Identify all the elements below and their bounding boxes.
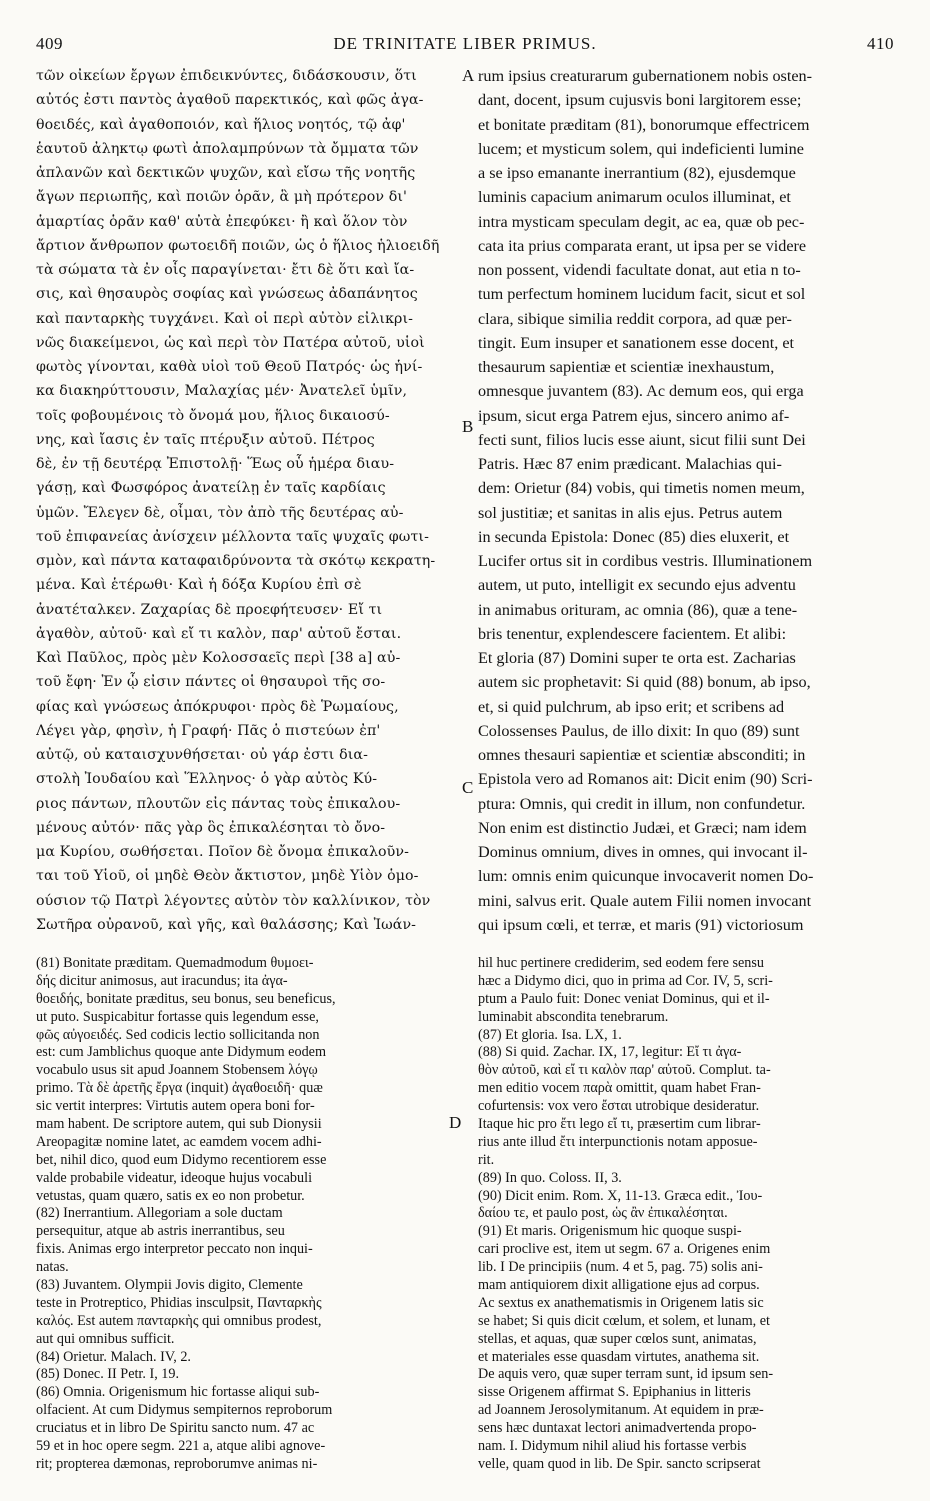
footnote-line: (88) Si quid. Zachar. IX, 17, legitur: Εἴ τι ἀγα- [478, 1044, 742, 1061]
greek-text-line: τοῦ ἔφη· Ἐν ᾧ εἰσιν πάντες οἱ θησαυροὶ τῆς σο- [36, 674, 386, 691]
footnote-line: ut puto. Suspicabitur fortasse quis legendum esse, [36, 1008, 319, 1025]
greek-text-line: φίας καὶ γνώσεως ἀπόκρυφοι· πρὸς δὲ Ῥωμαίους, [36, 698, 399, 715]
greek-text-line: στολὴ Ἰουδαίου καὶ Ἕλληνος· ὁ γὰρ αὐτὸς Κύ- [36, 771, 378, 788]
greek-text-line: ἑαυτοῦ ἀληκτῳ φωτὶ ἀπολαμπρύνων τὰ ὄμματα τῶν [36, 140, 419, 157]
latin-text-line: mini, salvus erit. Quale autem Filii nomen invocant [478, 891, 812, 910]
section-marker-a: A [462, 66, 475, 85]
greek-text-line: τῶν οἰκείων ἔργων ἐπιδεικνύντες, διδάσκουσιν, ὅτι [36, 68, 417, 84]
latin-text-line: et bonitate præditam (81), bonorumque effectricem [478, 115, 810, 134]
latin-text-line: dant, docent, ipsum cujusvis boni largitorem esse; [478, 91, 802, 110]
greek-text-line: ἄγων περιωπῆς, καὶ ποιῶν ὁρᾶν, ἃ μὴ πρότερον δι' [36, 189, 408, 206]
latin-text-line: sol justitiæ; et sanitas in alis ejus. Petrus autem [478, 503, 783, 522]
greek-text-line: ριος πάντων, πλουτῶν εἰς πάντας τοὺς ἐπικαλου- [36, 795, 401, 812]
footnote-line: natas. [36, 1259, 69, 1276]
page-number-left: 409 [36, 34, 63, 53]
footnote-line: velle, quam quod in lib. De Spir. sancto scripserat [478, 1455, 761, 1472]
latin-text-line: Non enim est distinctio Judæi, et Græci; nam idem [478, 818, 807, 837]
latin-text-line: ptura: Omnis, qui credit in illum, non confundetur. [478, 794, 806, 813]
footnote-line: 59 et in hoc opere segm. 221 a, atque alibi agnove- [36, 1438, 326, 1455]
footnote-line: (83) Juvantem. Olympii Jovis digito, Clemente [36, 1277, 303, 1294]
latin-text-line: in secunda Epistola: Donec (85) dies eluxerit, et [478, 527, 790, 546]
latin-text-line: Patris. Hæc 87 enim prædicant. Malachias qui- [478, 455, 782, 473]
footnote-line: teste in Protreptico, Phidias insculpsit, Πανταρκὴς [36, 1294, 322, 1311]
footnote-line: valde probabile videatur, ideoque hujus vocabuli [36, 1169, 313, 1186]
latin-text-line: in animabus orituram, ac omnia (86), quæ a tene- [478, 600, 798, 619]
footnote-line: bet, nihil dico, quod eum Didymo recentiorem esse [36, 1151, 327, 1168]
footnote-line: (81) Bonitate præditam. Quemadmodum θυμοει- [36, 955, 314, 971]
latin-text-line: thesaurum sapientiæ et scientiæ inexhaustum, [478, 358, 775, 376]
footnote-line: cofurtensis: vox vero ἔσται utrobique desideratur. [478, 1098, 760, 1115]
footnote-line: δής dicitur animosus, aut iracundus; ita ἀγα- [36, 972, 288, 989]
greek-text-line: φωτὸς γίνονται, καθὰ υἱοὶ τοῦ Θεοῦ Πατρός· ὡς ἡνί- [36, 359, 423, 375]
section-marker-b: B [462, 417, 474, 436]
page-number-right: 410 [867, 34, 894, 53]
latin-text-line: clara, sibique similia reddit corpora, ad quæ per- [478, 309, 792, 328]
greek-text-line: ἀπλανῶν καὶ δεκτικῶν ψυχῶν, καὶ εἴσω τῆς νοητῆς [36, 165, 416, 181]
footnote-line: ad Joannem Jerosolymitanum. At equidem in præ- [478, 1402, 764, 1419]
footnote-line: (85) Donec. II Petr. I, 19. [36, 1366, 180, 1383]
greek-text-line: Καὶ Παῦλος, πρὸς μὲν Κολοσσαεῖς περὶ [38 a] αὐ- [36, 650, 401, 666]
footnote-line: sens hæc duntaxat lectori animadvertenda propo- [478, 1420, 757, 1437]
latin-text-line: Colossenses Paulus, de illo dixit: In quo (89) sunt [478, 721, 800, 740]
greek-text-line: δὲ, ἐν τῇ δευτέρᾳ Ἐπιστολῇ· Ἕως οὗ ἡμέρα διαυ- [36, 456, 395, 472]
footnote-line: olfacient. At cum Didymus sempiternos reproborum [36, 1402, 333, 1419]
footnote-line: (86) Omnia. Origenismum hic fortasse aliqui sub- [36, 1384, 320, 1401]
footnote-line: et materiales esse quasdam virtutes, anathema sit. [478, 1348, 760, 1365]
footnote-line: rit; propterea dæmonas, reproborumve animas ni- [36, 1455, 318, 1472]
footnote-line: stellas, et aquas, quæ super cœlos sunt, animatas, [478, 1330, 757, 1347]
latin-text-column [478, 64, 902, 944]
footnote-line: lib. I De principiis (num. 4 et 5, pag. 75) solis ani- [478, 1259, 763, 1276]
section-marker-c: C [462, 778, 474, 797]
footnote-line: (91) Et maris. Origenismum hic quoque suspi- [478, 1223, 742, 1240]
latin-text-line: rum ipsius creaturarum gubernationem nobis osten- [478, 67, 813, 85]
footnote-line: sisse Origenem affirmat S. Epiphanius in litteris [478, 1384, 751, 1401]
footnote-line: mam antiquiorem dixit alligatione ejus ad corpus. [478, 1277, 760, 1294]
latin-text-line: autem, ut puto, intelligit ex secundo ejus adventu [478, 576, 796, 595]
footnote-line: sic vertit interpres: Virtutis autem opera boni for- [36, 1098, 315, 1115]
greek-text-line: γάσῃ, καὶ Φωσφόρος ἀνατείλῃ ἐν ταῖς καρδίαις [36, 480, 386, 497]
footnote-line: aut qui omnibus sufficit. [36, 1330, 175, 1347]
latin-text-line: et, si quid pulchrum, ab ipso erit; et scribens ad [478, 697, 785, 716]
greek-text-line: ἄρτιον ἄνθρωπον φωτοειδῆ ποιῶν, ὡς ὁ ἥλιος ἡλιοειδῆ [36, 237, 440, 254]
greek-text-line: ούσιον τῷ Πατρὶ λέγοντες αὐτὸν τὸν καλλίνικον, τὸν [36, 892, 431, 909]
footnote-line: Ac sextus ex anathematismis in Origenem latis sic [478, 1294, 764, 1311]
greek-text-line: καὶ πανταρκὴς τυγχάνει. Καὶ οἱ περὶ αὐτὸν εἰλικρι- [36, 310, 414, 327]
latin-text-line: autem sic prophetavit: Si quid (88) bonum, ab ipso, [478, 673, 811, 692]
footnotes-left-column [36, 955, 452, 1491]
footnote-line: rius ante illud ἔτι interpunctionis notam apposue- [478, 1133, 758, 1150]
greek-text-line: σμὸν, καὶ πάντα καταφαιδρύνοντα τὰ σκότῳ κεκρατη- [36, 553, 436, 569]
greek-text-line: θοειδές, καὶ ἀγαθοποιόν, καὶ ἥλιος νοητός, τῷ ἀφ' [36, 116, 406, 133]
greek-text-line: ὑμῶν. Ἔλεγεν δὲ, οἶμαι, τὸν ἀπὸ τῆς δευτέρας αὐ- [36, 504, 404, 521]
latin-text-line: non possent, videndi facultate donat, aut etia n to- [478, 261, 801, 279]
latin-text-line: fecti sunt, filios lucis esse aiunt, sicut filii sunt Dei [478, 430, 806, 449]
greek-text-line: αὐτῷ, οὐ καταισχυνθήσεται· οὐ γάρ ἐστι δια- [36, 747, 368, 763]
latin-text-line: Dominus omnium, dives in omnes, qui invocant il- [478, 843, 808, 861]
greek-text-line: μα Κυρίου, σωθήσεται. Ποῖον δὲ ὄνομα ἐπικαλοῦν- [36, 844, 410, 860]
greek-text-line: ἀνατέταλκεν. Ζαχαρίας δὲ προεφήτευσεν· Εἴ τι [36, 601, 383, 618]
footnote-line: men editio vocem παρὰ omittit, quam habet Fran- [478, 1080, 761, 1097]
footnote-line: vocabulo usus sit apud Joannem Stobensem λόγῳ [36, 1062, 318, 1079]
footnote-line: De aquis vero, quæ super terram sunt, id ipsum sen- [478, 1366, 774, 1383]
greek-text-line: τοῖς φοβουμένοις τὸ ὄνομά μου, ἥλιος δικαιοσύ- [36, 407, 390, 424]
latin-text-line: tum perfectum hominem lucidum facit, sicut et sol [478, 285, 806, 304]
footnote-line: rit. [478, 1151, 495, 1168]
greek-text-line: μένα. Καὶ ἑτέρωθι· Καὶ ἡ δόξα Κυρίου ἐπὶ σὲ [36, 577, 362, 594]
greek-text-line: νῶς διακείμενοι, ὡς καὶ περὶ τὸν Πατέρα αὐτοῦ, υἱοὶ [36, 334, 425, 351]
footnote-line: ptum a Paulo fuit: Donec veniat Dominus, qui et il- [478, 990, 770, 1007]
greek-text-line: τοῦ ἐπιφανείας ἀνίσχειν μέλλοντα ταῖς ψυχαῖς φωτι- [36, 528, 429, 545]
running-header [36, 34, 894, 60]
section-marker-d: D [449, 1113, 462, 1132]
footnote-line: Itaque hic pro ἔτι lego εἴ τι, præsertim cum librar- [478, 1116, 761, 1133]
footnote-line: θοειδής, bonitate præditus, seu bonus, seu beneficus, [36, 990, 336, 1007]
latin-text-line: omnes thesauri sapientiæ et scientiæ absconditi; in [478, 746, 806, 764]
latin-text-line: lucem; et mysticum solem, qui indeficienti lumine [478, 139, 804, 158]
latin-text-line: tingit. Eum insuper et sanationem esse docent, et [478, 333, 795, 352]
greek-text-line: ἀγαθὸν, αὐτοῦ· καὶ εἴ τι καλὸν, παρ' αὐτοῦ ἔσται. [36, 625, 402, 642]
greek-text-line: τὰ σώματα τὰ ἐν οἷς παραγίνεται· ἔτι δὲ ὅτι καὶ ἴα- [36, 262, 415, 278]
latin-text-line: cata ita prius comparata erant, ut ipsa per se videre [478, 236, 807, 255]
footnote-line: se habet; Si quis dicit cœlum, et solem, et lunam, et [478, 1312, 770, 1329]
latin-text-line: a se ipso emanante inerrantium (82), ejusdemque [478, 164, 796, 182]
footnote-line: (84) Orietur. Malach. IV, 2. [36, 1348, 191, 1365]
greek-text-line: Λέγει γὰρ, φησὶν, ἡ Γραφή· Πᾶς ὁ πιστεύων ἐπ' [36, 722, 381, 739]
footnote-line: (89) In quo. Coloss. II, 3. [478, 1169, 622, 1186]
footnote-line: nam. I. Didymum nihil aliud his fortasse verbis [478, 1438, 747, 1455]
footnotes-right-column [478, 955, 902, 1491]
latin-text-line: Et gloria (87) Domini super te orta est. Zacharias [478, 649, 796, 667]
footnote-line: persequitur, atque ab astris inerrantibus, seu [36, 1223, 285, 1240]
footnote-line: primo. Τὰ δὲ ἀρετῆς ἔργα (inquit) ἀγαθοειδῆ· quæ [36, 1080, 323, 1097]
greek-text-line: κα διακηρύττουσιν, Μαλαχίας μέν· Ἀνατελεῖ ὑμῖν, [36, 383, 408, 400]
footnote-line: fixis. Animas ergo interpretor peccato non inqui- [36, 1241, 313, 1258]
latin-text-line: Lucifer ortus sit in cordibus vestris. Illuminationem [478, 552, 813, 570]
greek-text-line: νης, καὶ ἴασις ἐν ταῖς πτέρυξιν αὐτοῦ. Πέτρος [36, 431, 375, 448]
footnote-line: καλός. Est autem πανταρκὴς qui omnibus prodest, [36, 1312, 322, 1329]
footnote-line: (87) Et gloria. Isa. LX, 1. [478, 1026, 622, 1043]
footnote-line: δαίου τε, et paulo post, ὡς ἂν ἐπικαλέσηται. [478, 1205, 728, 1222]
greek-text-line: αὐτός ἐστι παντὸς ἀγαθοῦ παρεκτικός, καὶ φῶς ἀγα- [36, 92, 424, 109]
latin-text-line: ipsum, sicut erga Patrem ejus, sincero animo af- [478, 406, 790, 425]
latin-text-line: qui ipsum cœli, et terræ, et maris (91) victoriosum [478, 915, 804, 934]
greek-text-line: ται τοῦ Υἱοῦ, οἱ μηδὲ Θεὸν ἄκτιστον, μηδὲ Υἱὸν ὁμο- [36, 868, 419, 885]
footnote-line: vetustas, quam quæro, satis ex eo non probetur. [36, 1187, 305, 1204]
footnote-line: cruciatus et in libro De Spiritu sancto num. 47 ac [36, 1420, 315, 1437]
footnote-line: Areopagitæ nomine latet, ac eamdem vocem adhi- [36, 1133, 322, 1150]
footnote-line: φῶς αὐγοειδές. Sed codicis lectio sollicitanda non [36, 1026, 320, 1043]
latin-text-line: intra mysticam speculam degit, ac ea, quæ ob pec- [478, 212, 805, 231]
footnote-line: θὸν αὐτοῦ, καὶ εἴ τι καλὸν παρ' αὐτοῦ. Complut. ta- [478, 1062, 771, 1079]
latin-text-line: omnesque juvantem (83). Ac demum eos, qui erga [478, 382, 804, 401]
footnote-line: luminabit abscondita tenebrarum. [478, 1008, 669, 1025]
latin-text-line: dem: Orietur (84) vobis, qui timetis nomen meum, [478, 479, 805, 498]
latin-text-line: bris tenentur, explendescere facientem. Et alibi: [478, 624, 787, 643]
latin-text-line: Epistola vero ad Romanos ait: Dicit enim (90) Scri- [478, 770, 813, 789]
footnote-line: hæc a Didymo dici, quo in prima ad Cor. IV, 5, scri- [478, 972, 773, 989]
greek-text-line: Σωτῆρα οὐρανοῦ, καὶ γῆς, καὶ θαλάσσης; Καὶ Ἰωάν- [36, 916, 417, 933]
footnote-line: mam habent. De scriptore autem, qui sub Dionysii [36, 1116, 322, 1133]
greek-text-line: σις, καὶ θησαυρὸς σοφίας καὶ γνώσεως ἀδαπάνητος [36, 286, 418, 303]
footnote-line: est: cum Jamblichus quoque ante Didymum eodem [36, 1044, 326, 1061]
footnote-line: cari proclive est, item ut segm. 67 a. Origenes enim [478, 1241, 771, 1258]
latin-text-line: luminis capacium animarum oculos illuminat, et [478, 188, 791, 207]
running-title: DE TRINITATE LIBER PRIMUS. [333, 34, 597, 53]
greek-text-column [36, 64, 460, 944]
footnote-line: (82) Inerrantium. Allegoriam a sole ductam [36, 1205, 283, 1222]
footnote-line: (90) Dicit enim. Rom. X, 11-13. Græca edit., Ἰου- [478, 1187, 763, 1204]
greek-text-line: μένους αὐτόν· πᾶς γὰρ ὃς ἐπικαλέσηται τὸ ὄνο- [36, 819, 386, 836]
latin-text-line: lum: omnis enim quicunque invocaverit nomen Do- [478, 867, 814, 886]
greek-text-line: ἁμαρτίας ὁρᾶν καθ' αὐτὰ ἐπεφύκει· ἢ καὶ ὅλον τὸν [36, 213, 408, 230]
footnote-line: hil huc pertinere crediderim, sed eodem fere sensu [478, 955, 764, 971]
